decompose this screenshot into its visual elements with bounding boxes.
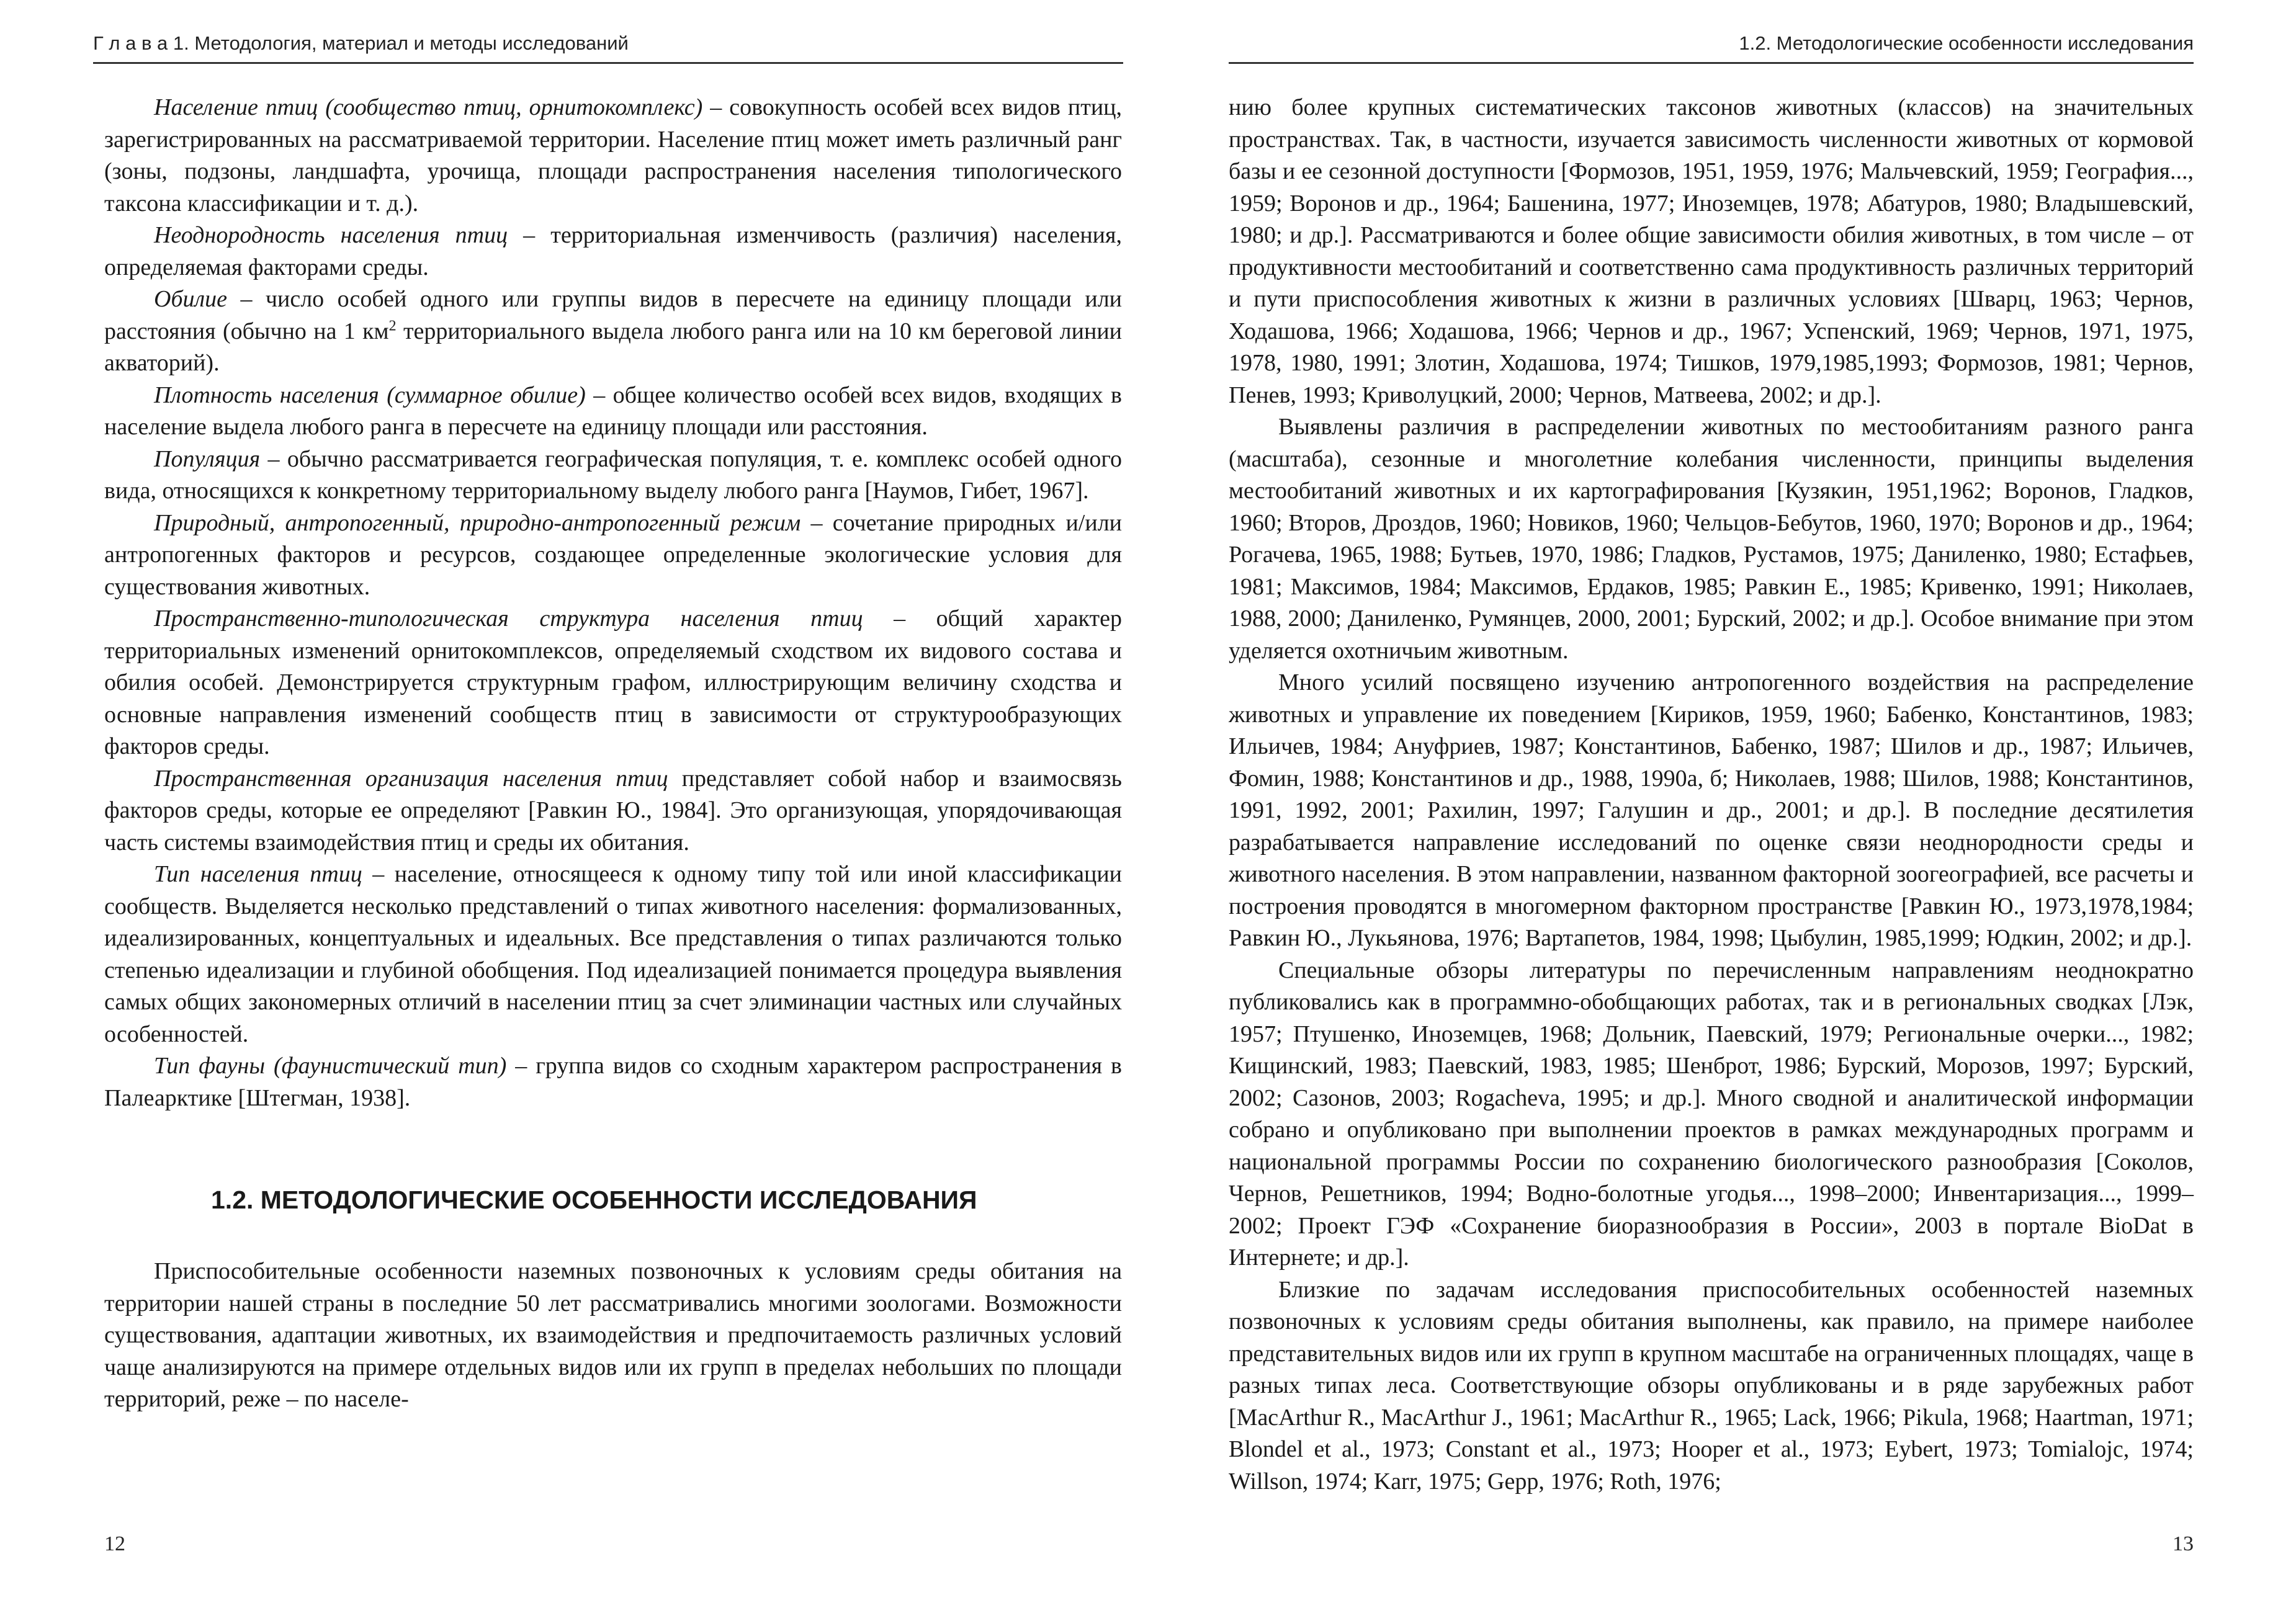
definition-text-continued: территориального выдела любого ранга или на 10 км береговой линии акваторий). <box>104 318 1122 376</box>
left-text-block <box>104 92 1122 1416</box>
definition-paragraph <box>104 92 1122 220</box>
header-rule-left <box>93 62 1123 64</box>
definition-term: Плотность населения (суммарное обилие) <box>154 382 586 408</box>
definition-text: – общий характер территориальных изменений орнитокомплексов, определяемый сходством их видового состава и обилия особей. Демонстрируется структурным графом, иллюстрирующим величину сходства и основные направления изменений сообществ птиц в зависимости от структурообразующих факторов среды. <box>104 605 1122 759</box>
definition-paragraph <box>104 859 1122 1050</box>
body-paragraph: Близкие по задачам исследования приспособительных особенностей наземных позвоночных к условиям среды обитания выполнены, как правило, на примере наиболее представительных видов или их групп в крупном масштабе на ограниченных площадях, чаще в разных типах леса. Соответствующие обзоры опубликованы и в ряде зарубежных работ [MacArthur R., MacArthur J., 1961; MacArthur R., 1965; Lack, 1966; Pikula, 1968; Haartman, 1971; Blondel et al., 1973; Constant et al., 1973; Hooper et al., 1973; Eybert, 1973; Tomialojc, 1974; Willson, 1974; Karr, 1975; Gepp, 1976; Roth, 1976; <box>1229 1276 2194 1495</box>
definition-paragraph <box>104 380 1122 444</box>
definition-term: Тип фауны (фаунистический тип) <box>154 1053 507 1079</box>
body-paragraph: нию более крупных систематических таксонов животных (классов) на значительных пространствах. Так, в частности, изучается зависимость численности животных от кормовой базы и ее сезонной доступности [Формозов, 1951, 1959, 1976; Мальчевский, 1959; География..., 1959; Воронов и др., 1964; Башенина, 1977; Иноземцев, 1978; Абатуров, 1980; Владышевский, 1980; и др.]. Рассматриваются и более общие зависимости обилия животных, в том числе – от продуктивности местообитаний и соответственно сама продуктивность различных территорий и пути приспособления животных к жизни в различных условиях [Шварц, 1963; Чернов, Ходашова, 1966; Ходашова, 1966; Чернов и др., 1967; Успенский, 1969; Чернов, 1971, 1975, 1978, 1980, 1991; Злотин, Ходашова, 1974; Тишков, 1979,1985,1993; Формозов, 1981; Чернов, Пенев, 1993; Криволуцкий, 2000; Чернов, Матвеева, 2002; и др.]. <box>1229 94 2194 408</box>
definition-text: – сочетание природных и/или антропогенных факторов и ресурсов, создающее определенные экологические условия для существования животных. <box>104 509 1122 600</box>
header-rule-right <box>1229 62 2194 64</box>
definition-paragraph <box>104 444 1122 507</box>
running-head-left: Г л а в а 1. Методология, материал и методы исследований <box>93 32 629 54</box>
body-paragraph: Специальные обзоры литературы по перечисленным направлениям неоднократно публиковались как в программно-обобщающих работах, так и в региональных сводках [Лэк, 1957; Птушенко, Иноземцев, 1968; Дольник, Паевский, 1979; Региональные очерки..., 1982; Кищинский, 1983; Паевский, 1983, 1985; Шенброт, 1986; Бурский, Морозов, 1997; Бурский, 2002; Сазонов, 2003; Rogacheva, 1995; и др.]. Много сводной и аналитической информации собрано и опубликовано при выполнении проектов в рамках международных программ и национальной программы России по сохранению биологического разнообразия [Соколов, Чернов, Решетников, 1994; Водно-болотные угодья..., 1998–2000; Инвентаризация..., 1999–2002; Проект ГЭФ «Сохранение биоразнообразия в России», 2003 в портале BioDat в Интернете; и др.]. <box>1229 957 2194 1271</box>
definition-paragraph <box>104 507 1122 604</box>
definition-text: – обычно рассматривается географическая популяция, т. е. комплекс особей одного вида, относящихся к конкретному территориальному выделу любого ранга [Наумов, Гибет, 1967]. <box>104 445 1122 504</box>
definition-paragraph <box>104 603 1122 763</box>
right-page <box>1148 0 2296 1613</box>
definition-paragraph <box>104 1050 1122 1114</box>
definition-term: Неоднородность населения птиц <box>154 222 508 248</box>
definition-term: Пространственная организация населения птиц <box>154 765 668 792</box>
body-paragraph: Много усилий посвящено изучению антропогенного воздействия на распределение животных и управление их поведением [Кириков, 1959, 1960; Бабенко, Константинов, 1983; Ильичев, 1984; Ануфриев, 1987; Константинов, Бабенко, 1987; Шилов и др., 1987; Ильичев, Фомин, 1988; Константинов и др., 1988, 1990а, б; Николаев, 1988; Шилов, 1988; Константинов, 1991, 1992, 2001; Рахилин, 1997; Галушин и др., 2001; и др.]. В последние десятилетия разрабатывается направление исследований по оценке связи неоднородности среды и животного населения. В этом направлении, названном факторной зоогеографией, все расчеты и построения проводятся в многомерном факторном пространстве [Равкин Ю., 1973,1978,1984; Равкин Ю., Лукьянова, 1976; Вартапетов, 1984, 1998; Цыбулин, 1985,1999; Юдкин, 2002; и др.]. <box>1229 669 2194 951</box>
definition-text: представляет собой набор и взаимосвязь факторов среды, которые ее определяют [Равкин Ю., 1984]. Это организующая, упорядочивающая часть системы взаимодействия птиц и среды их обитания. <box>104 765 1122 856</box>
definition-text: – общее количество особей всех видов, входящих в население выдела любого ранга в пересчете на единицу площади или расстояния. <box>104 382 1122 440</box>
page-number-right: 13 <box>2173 1532 2194 1555</box>
definition-term: Популяция <box>154 445 261 472</box>
definition-paragraph <box>104 220 1122 284</box>
definition-term: Пространственно-типологическая структура населения птиц <box>154 605 863 632</box>
definition-text: – население, относящееся к одному типу той или иной классификации сообществ. Выделяется несколько представлений о типах животного населения: формализованных, идеализированных, концептуальных и идеальных. Все представления о типах различаются только степенью идеализации и глубиной обобщения. Под идеализацией понимается процедура выявления самых общих закономерных отличий в населении птиц за счет элиминации частных или случайных особенностей. <box>104 861 1123 1047</box>
definition-term: Тип населения птиц <box>154 861 362 887</box>
body-paragraph: Выявлены различия в распределении животных по местообитаниям разного ранга (масштаба), сезонные и многолетние колебания численности, принципы выделения местообитаний животных и их картографирования [Кузякин, 1951,1962; Воронов, Гладков, 1960; Второв, Дроздов, 1960; Новиков, 1960; Чельцов-Бебутов, 1960, 1970; Воронов и др., 1964; Рогачева, 1965, 1988; Бутьев, 1970, 1986; Гладков, Рустамов, 1975; Даниленко, 1980; Естафьев, 1981; Максимов, 1984; Максимов, Ердаков, 1985; Равкин Е., 1985; Кривенко, 1991; Николаев, 1988, 2000; Даниленко, Румянцев, 2000, 2001; Бурский, 2002; и др.]. Особое внимание при этом уделяется охотничьим животным. <box>1229 414 2194 664</box>
definition-text: – число особей одного или группы видов в пересчете на единицу площади или расстояния (обычно на 1 км <box>104 286 1122 344</box>
definition-text: – совокупность особей всех видов птиц, зарегистрированных на рассматриваемой территории. Население птиц может иметь различный ранг (зоны, подзоны, ландшафта, урочища, площади распространения населения типологического таксона классификации и т. д.). <box>104 94 1122 217</box>
definition-paragraph <box>104 763 1122 859</box>
running-head-right: 1.2. Методологические особенности исследования <box>1739 32 2194 54</box>
right-text-block <box>1229 92 2194 1498</box>
definition-text: – группа видов со сходным характером распространения в Палеарктике [Штегман, 1938]. <box>104 1053 1123 1111</box>
definition-term: Природный, антропогенный, природно-антропогенный режим <box>154 509 801 536</box>
page-number-left: 12 <box>104 1532 125 1555</box>
definition-term: Население птиц (сообщество птиц, орнитокомплекс) <box>154 94 703 120</box>
definition-paragraph <box>104 284 1122 380</box>
definition-text: – территориальная изменчивость (различия) населения, определяемая факторами среды. <box>104 222 1122 280</box>
body-paragraph: Приспособительные особенности наземных позвоночных к условиям среды обитания на территории нашей страны в последние 50 лет рассматривались многими зоологами. Возможности существования, адаптации животных, их взаимодействия и предпочитаемость различных условий чаще анализируются на примере отдельных видов или их групп в пределах небольших по площади территорий, реже – по населе- <box>104 1258 1122 1412</box>
section-heading: 1.2. МЕТОДОЛОГИЧЕСКИЕ ОСОБЕННОСТИ ИССЛЕДОВАНИЯ <box>211 1186 977 1214</box>
superscript: 2 <box>388 317 397 334</box>
definition-term: Обилие <box>154 286 227 312</box>
